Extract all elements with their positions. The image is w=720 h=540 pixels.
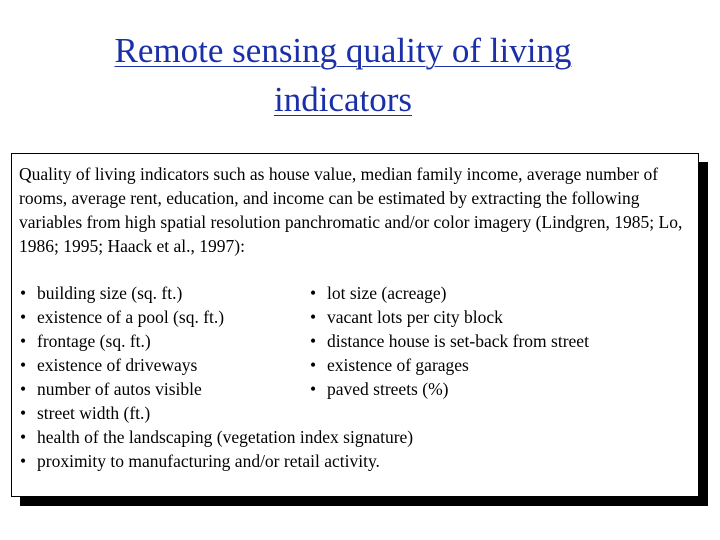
list-item: • frontage (sq. ft.) <box>20 329 413 353</box>
list-item: • existence of garages <box>310 353 589 377</box>
list-item: • existence of a pool (sq. ft.) <box>20 305 413 329</box>
list-item: • proximity to manufacturing and/or retail activity. <box>20 449 413 473</box>
list-item: • existence of driveways <box>20 353 413 377</box>
list-item: • number of autos visible <box>20 377 413 401</box>
slide-title-line-1: Remote sensing quality of living <box>114 31 572 70</box>
list-item: • vacant lots per city block <box>310 305 589 329</box>
slide-title-line-2: indicators <box>273 80 413 119</box>
indicator-list-right <box>310 281 589 401</box>
list-item: • lot size (acreage) <box>310 281 589 305</box>
list-item: • building size (sq. ft.) <box>20 281 413 305</box>
list-item: • paved streets (%) <box>310 377 589 401</box>
intro-paragraph: Quality of living indicators such as house value, median family income, average number of rooms, average rent, education, and income can be estimated by extracting the following variables from high spatial resolution panchromatic and/or color imagery (Lindgren, 1985; Lo, 1986; 1995; Haack et al., 1997): <box>19 164 683 256</box>
slide-title <box>40 26 646 124</box>
text-box <box>11 153 699 497</box>
list-item: • street width (ft.) <box>20 401 413 425</box>
list-item: • health of the landscaping (vegetation index signature) <box>20 425 413 449</box>
list-item: • distance house is set-back from street <box>310 329 589 353</box>
